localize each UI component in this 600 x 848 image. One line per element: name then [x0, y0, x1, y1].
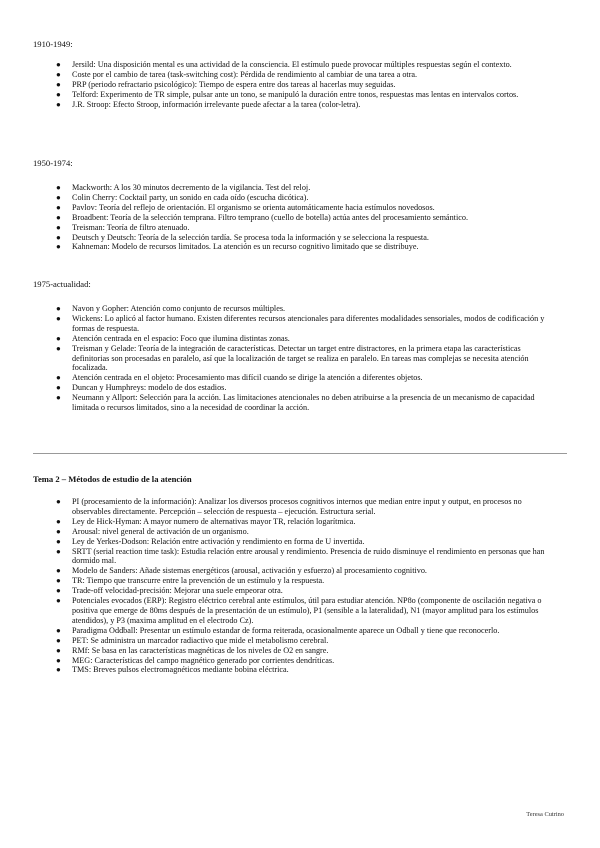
bullet-icon: ● — [56, 586, 61, 596]
bullet-icon: ● — [56, 99, 61, 109]
list-item: ● SRTT (serial reaction time task): Estudia relación entre arousal y rendimiento. Presencia de ruido disminuye el rendimiento en personas que han dormido mal. — [56, 546, 545, 566]
bullet-icon: ● — [56, 313, 61, 323]
list-item: ● PET: Se administra un marcador radiactivo que mide el metabolismo cerebral. — [56, 635, 329, 645]
bullet-icon: ● — [56, 89, 61, 99]
bullet-icon: ● — [56, 304, 61, 313]
list-item: ● Duncan y Humphreys: modelo de dos estadios. — [56, 383, 227, 393]
section-heading-1975-actualidad: 1975-actualidad: — [33, 279, 91, 289]
list-item: ● Mackworth: A los 30 minutos decremento de la vigilancia. Test del reloj. — [56, 183, 311, 192]
tema2-title: Tema 2 – Métodos de estudio de la atención — [33, 474, 192, 484]
bullet-icon: ● — [56, 60, 61, 69]
bullet-icon: ● — [56, 576, 61, 586]
bullet-icon: ● — [56, 69, 61, 79]
section-heading-1910-1949: 1910-1949: — [33, 39, 73, 49]
list-item: ● Pavlov: Teoría del reflejo de orientación. El organismo se orienta automáticamente hacia estímulos novedosos. — [56, 202, 435, 212]
list-item: ● RMf: Se basa en las características magnéticas de los niveles de O2 en sangre. — [56, 645, 329, 655]
bullet-icon: ● — [56, 635, 61, 645]
bullet-icon: ● — [56, 546, 61, 556]
bullet-icon: ● — [56, 516, 61, 526]
bullet-icon: ● — [56, 79, 61, 89]
list-item: ● Ley de Hick-Hyman: A mayor numero de alternativas mayor TR, relación logarítmica. — [56, 516, 356, 526]
section-list-1975-actualidad — [0, 304, 600, 413]
list-item: ● Deutsch y Deutsch: Teoría de la selección tardía. Se procesa toda la información y se selecciona la respuesta. — [56, 232, 429, 242]
list-item: ● Ley de Yerkes-Dodson: Relación entre activación y rendimiento en forma de U invertida. — [56, 536, 365, 546]
list-item: ● Neumann y Allport: Selección para la acción. Las limitaciones atencionales no deben atribuirse a la presencia de un mecanismo de capacidad limitada o recursos limitados, sino a la necesidad de coordinar la acción. — [56, 393, 535, 413]
bullet-icon: ● — [56, 393, 61, 403]
bullet-icon: ● — [56, 665, 61, 675]
list-item: ● Treisman: Teoría de filtro atenuado. — [56, 222, 190, 232]
bullet-icon: ● — [56, 536, 61, 546]
bullet-icon: ● — [56, 202, 61, 212]
bullet-icon: ● — [56, 183, 61, 192]
tema2-list — [0, 497, 600, 675]
list-item: ● Coste por el cambio de tarea (task-switching cost): Pérdida de rendimiento al cambiar de una tarea a otra. — [56, 69, 418, 79]
list-item: ● Navon y Gopher: Atención como conjunto de recursos múltiples. — [56, 304, 286, 313]
bullet-icon: ● — [56, 192, 61, 202]
list-item: ● Telford: Experimento de TR simple, pulsar ante un tono, se manipuló la duración entre tonos, respuestas mas lentas en intervalos cortos. — [56, 89, 519, 99]
bullet-icon: ● — [56, 625, 61, 635]
list-item: ● MEG: Características del campo magnético generado por corrientes dendríticas. — [56, 655, 335, 665]
list-item: ● Colin Cherry: Cocktail party, un sonido en cada oído (escucha dicótica). — [56, 192, 309, 202]
list-item: ● J.R. Stroop: Efecto Stroop, información irrelevante puede afectar a la tarea (color-letra). — [56, 99, 361, 109]
author-footer: Teresa Cutrino — [526, 811, 564, 818]
section-list-1950-1974 — [0, 183, 600, 252]
bullet-icon: ● — [56, 373, 61, 383]
list-item: ● PI (procesamiento de la información): Analizar los diversos procesos cognitivos internos que median entre input y output, en procesos no observables directamente. Percepción – selección de respuesta – ejecución. Estructura serial. — [56, 497, 522, 516]
bullet-icon: ● — [56, 242, 61, 252]
list-item: ● PRP (periodo refractario psicológico): Tiempo de espera entre dos tareas al hacerlas muy seguidas. — [56, 79, 396, 89]
list-item: ● TMS: Breves pulsos electromagnéticos mediante bobina eléctrica. — [56, 665, 289, 675]
bullet-icon: ● — [56, 645, 61, 655]
bullet-icon: ● — [56, 343, 61, 353]
bullet-icon: ● — [56, 232, 61, 242]
list-item: ● Paradigma Oddball: Presentar un estímulo estandar de forma reiterada, ocasionalmente aparece un Odball y tiene que reconocerlo. — [56, 625, 500, 635]
section-heading-1950-1974: 1950-1974: — [33, 158, 73, 168]
list-item: ● Atención centrada en el espacio: Foco que ilumina distintas zonas. — [56, 333, 290, 343]
bullet-icon: ● — [56, 497, 61, 506]
list-item: ● Jersild: Una disposición mental es una actividad de la consciencia. El estímulo puede provocar múltiples respuestas según el contexto. — [56, 60, 512, 69]
list-item: ● Treisman y Gelade: Teoría de la integración de características. Detectar un target entre distractores, en la primera etapa las características definitorias son procesadas en paralelo, así que la localización de target se realiza en paralelo. En tareas mas complejas se necesita atención focalizada. — [56, 343, 529, 373]
bullet-icon: ● — [56, 212, 61, 222]
bullet-icon: ● — [56, 566, 61, 576]
list-item: ● Potenciales evocados (ERP): Registro eléctrico cerebral ante estímulos, útil para estudiar atención. NP8o (componente de oscilación negativa o positiva que emerge de 80ms después de la presentación de un estímulo), P1 (sensible a la lateralidad), N1 (mayor amplitud para los estímulos atendidos), y P3 (maxima amplitud en el electrodo Cz). — [56, 596, 542, 625]
bullet-icon: ● — [56, 596, 61, 606]
list-item: ● Trade-off velocidad-precisión: Mejorar una suele empeorar otra. — [56, 586, 283, 596]
list-item: ● Modelo de Sanders: Añade sistemas energéticos (arousal, activación y esfuerzo) al procesamiento cognitivo. — [56, 566, 427, 576]
list-item: ● Atención centrada en el objeto: Procesamiento mas difícil cuando se dirige la atención a diferentes objetos. — [56, 373, 423, 383]
list-item: ● Wickens: Lo aplicó al factor humano. Existen diferentes recursos atencionales para diferentes modalidades sensoriales, modos de codificación y formas de respuesta. — [56, 313, 545, 333]
bullet-icon: ● — [56, 383, 61, 393]
section-divider — [33, 453, 567, 454]
section-list-1910-1949 — [0, 60, 600, 110]
bullet-icon: ● — [56, 333, 61, 343]
list-item: ● Broadbent: Teoría de la selección temprana. Filtro temprano (cuello de botella) actúa antes del procesamiento semántico. — [56, 212, 468, 222]
bullet-icon: ● — [56, 526, 61, 536]
list-item: ● TR: Tiempo que transcurre entre la prevención de un estímulo y la respuesta. — [56, 576, 325, 586]
bullet-icon: ● — [56, 222, 61, 232]
list-item: ● Arousal: nivel general de activación de un organismo. — [56, 526, 249, 536]
bullet-icon: ● — [56, 655, 61, 665]
list-item: ● Kahneman: Modelo de recursos limitados. La atención es un recurso cognitivo limitado que se distribuye. — [56, 242, 419, 252]
